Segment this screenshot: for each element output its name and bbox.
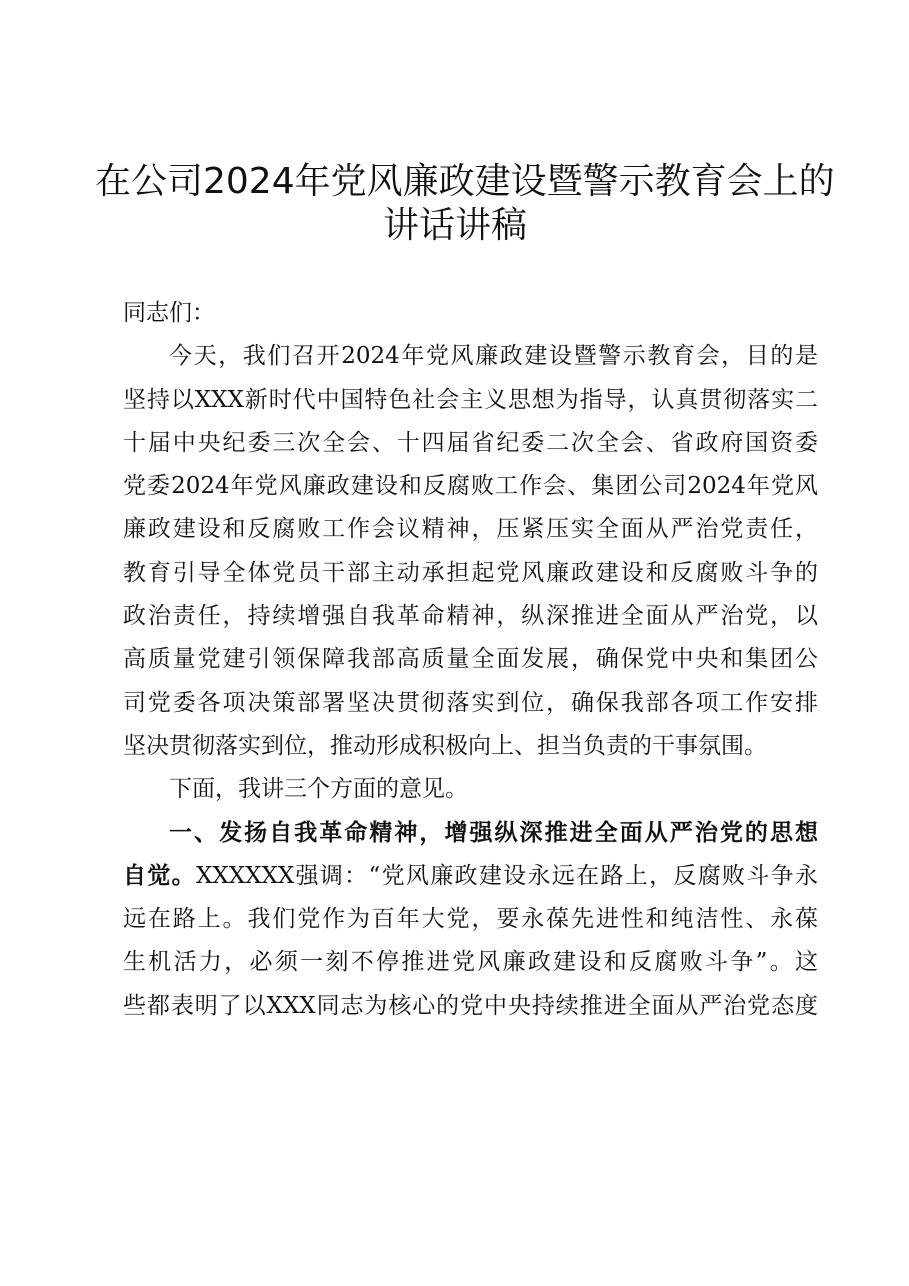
paragraph-line: 教育引导全体党员干部主动承担起党风廉政建设和反腐败斗争的: [123, 559, 818, 586]
paragraph-line: 些都表明了以XXX同志为核心的党中央持续推进全面从严治党态度: [123, 992, 818, 1019]
paragraph-line: 坚持以XXX新时代中国特色社会主义思想为指导，认真贯彻落实二: [123, 386, 818, 413]
paragraph-line: 下面，我讲三个方面的意见。: [169, 776, 468, 803]
paragraph-line: 十届中央纪委三次全会、十四届省纪委二次全会、省政府国资委: [123, 429, 818, 456]
title-line-1: 在公司2024年党风廉政建设暨警示教育会上的: [95, 161, 835, 202]
paragraph-line: 廉政建设和反腐败工作会议精神，压紧压实全面从严治党责任，: [123, 516, 818, 543]
section-heading-one: 一、发扬自我革命精神，增强纵深推进全面从严治党的思想: [169, 819, 818, 846]
salutation: 同志们：: [123, 300, 215, 326]
paragraph-line: 党委2024年党风廉政建设和反腐败工作会、集团公司2024年党风: [123, 473, 818, 500]
title-line-2: 讲话讲稿: [382, 205, 527, 246]
paragraph-line: 高质量党建引领保障我部高质量全面发展，确保党中央和集团公: [123, 646, 818, 673]
paragraph-line: 政治责任，持续增强自我革命精神，纵深推进全面从严治党，以: [123, 603, 818, 630]
paragraph-line: 司党委各项决策部署坚决贯彻落实到位，确保我部各项工作安排: [123, 689, 818, 716]
quote-text: XXXXXX强调：“党风廉政建设永远在路上，反腐败斗争永: [195, 862, 818, 889]
paragraph-line: [123, 855, 818, 898]
transition-paragraph: [123, 768, 833, 811]
paragraph-line: 生机活力，必须一刻不停推进党风廉政建设和反腐败斗争”。这: [123, 949, 818, 976]
paragraph-line: 远在路上。我们党作为百年大党，要永葆先进性和纯洁性、永葆: [123, 906, 818, 933]
section-heading-one-end: 自觉。: [123, 862, 196, 889]
opening-paragraph: [123, 335, 833, 768]
paragraph-line: 今天，我们召开2024年党风廉政建设暨警示教育会，目的是: [169, 343, 818, 370]
section-one-paragraph: [123, 812, 833, 1028]
paragraph-line: 坚决贯彻落实到位，推动形成积极向上、担当负责的干事氛围。: [123, 732, 767, 759]
document-body: [123, 292, 833, 1028]
document-title: [95, 160, 835, 248]
